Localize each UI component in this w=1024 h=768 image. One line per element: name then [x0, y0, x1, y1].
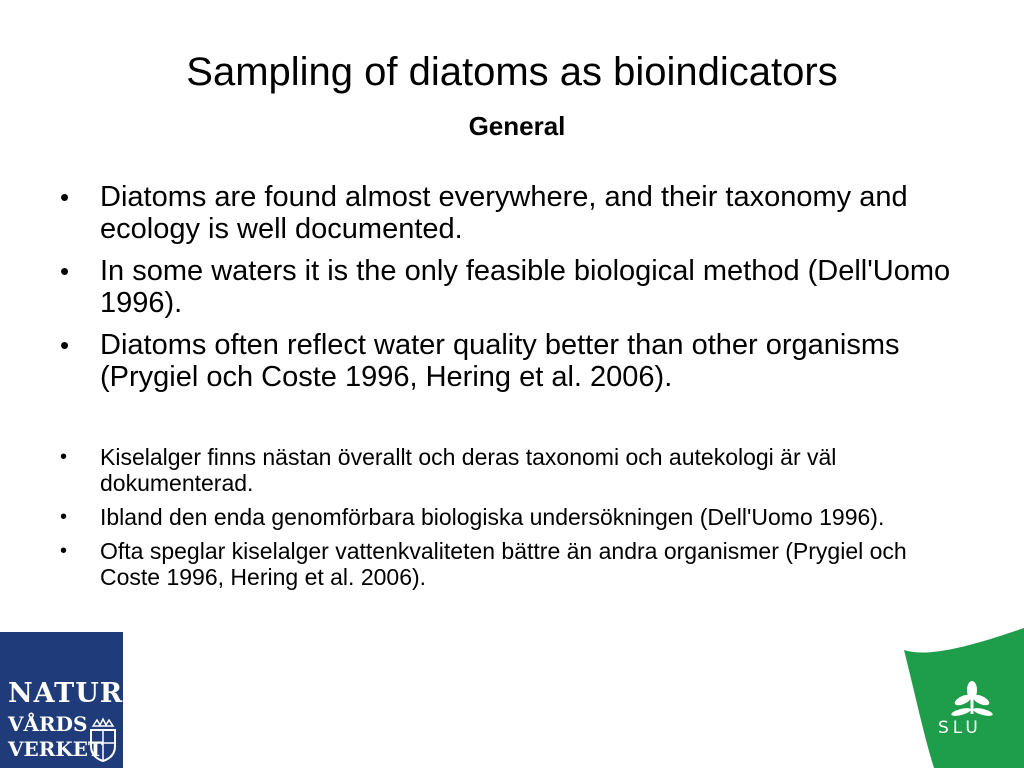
bullet-item-en: • Diatoms often reflect water quality better than other organisms (Prygiel och Coste 1996, Hering et al. 2006). [60, 329, 960, 393]
logo-text-line: VÅRDS [8, 712, 88, 736]
naturvardsverket-logo [0, 632, 123, 768]
bullet-item-en: • Diatoms are found almost everywhere, and their taxonomy and ecology is well documented. [60, 181, 960, 245]
bullet-item-sv: • Ibland den enda genomförbara biologiska undersökningen (Dell'Uomo 1996). [60, 504, 960, 530]
logo-text-line: NATUR [8, 678, 124, 709]
swedish-bullet-list [60, 444, 960, 598]
logo-text-line: VERKET [8, 737, 103, 761]
bullet-item-en: • In some waters it is the only feasible biological method (Dell'Uomo 1996). [60, 255, 960, 319]
slu-logo [900, 628, 1024, 768]
crest-icon [88, 716, 118, 762]
slu-logo-text: SLU [938, 718, 982, 738]
slide-subtitle: General [468, 111, 566, 141]
bullet-item-sv: • Kiselalger finns nästan överallt och deras taxonomi och autekologi är väl dokumenterad. [60, 444, 960, 496]
english-bullet-list [60, 181, 960, 403]
slide-title: Sampling of diatoms as bioindicators [186, 50, 838, 94]
bullet-item-sv: • Ofta speglar kiselalger vattenkvaliteten bättre än andra organismer (Prygiel och Coste 1996, Hering et al. 2006). [60, 538, 960, 590]
